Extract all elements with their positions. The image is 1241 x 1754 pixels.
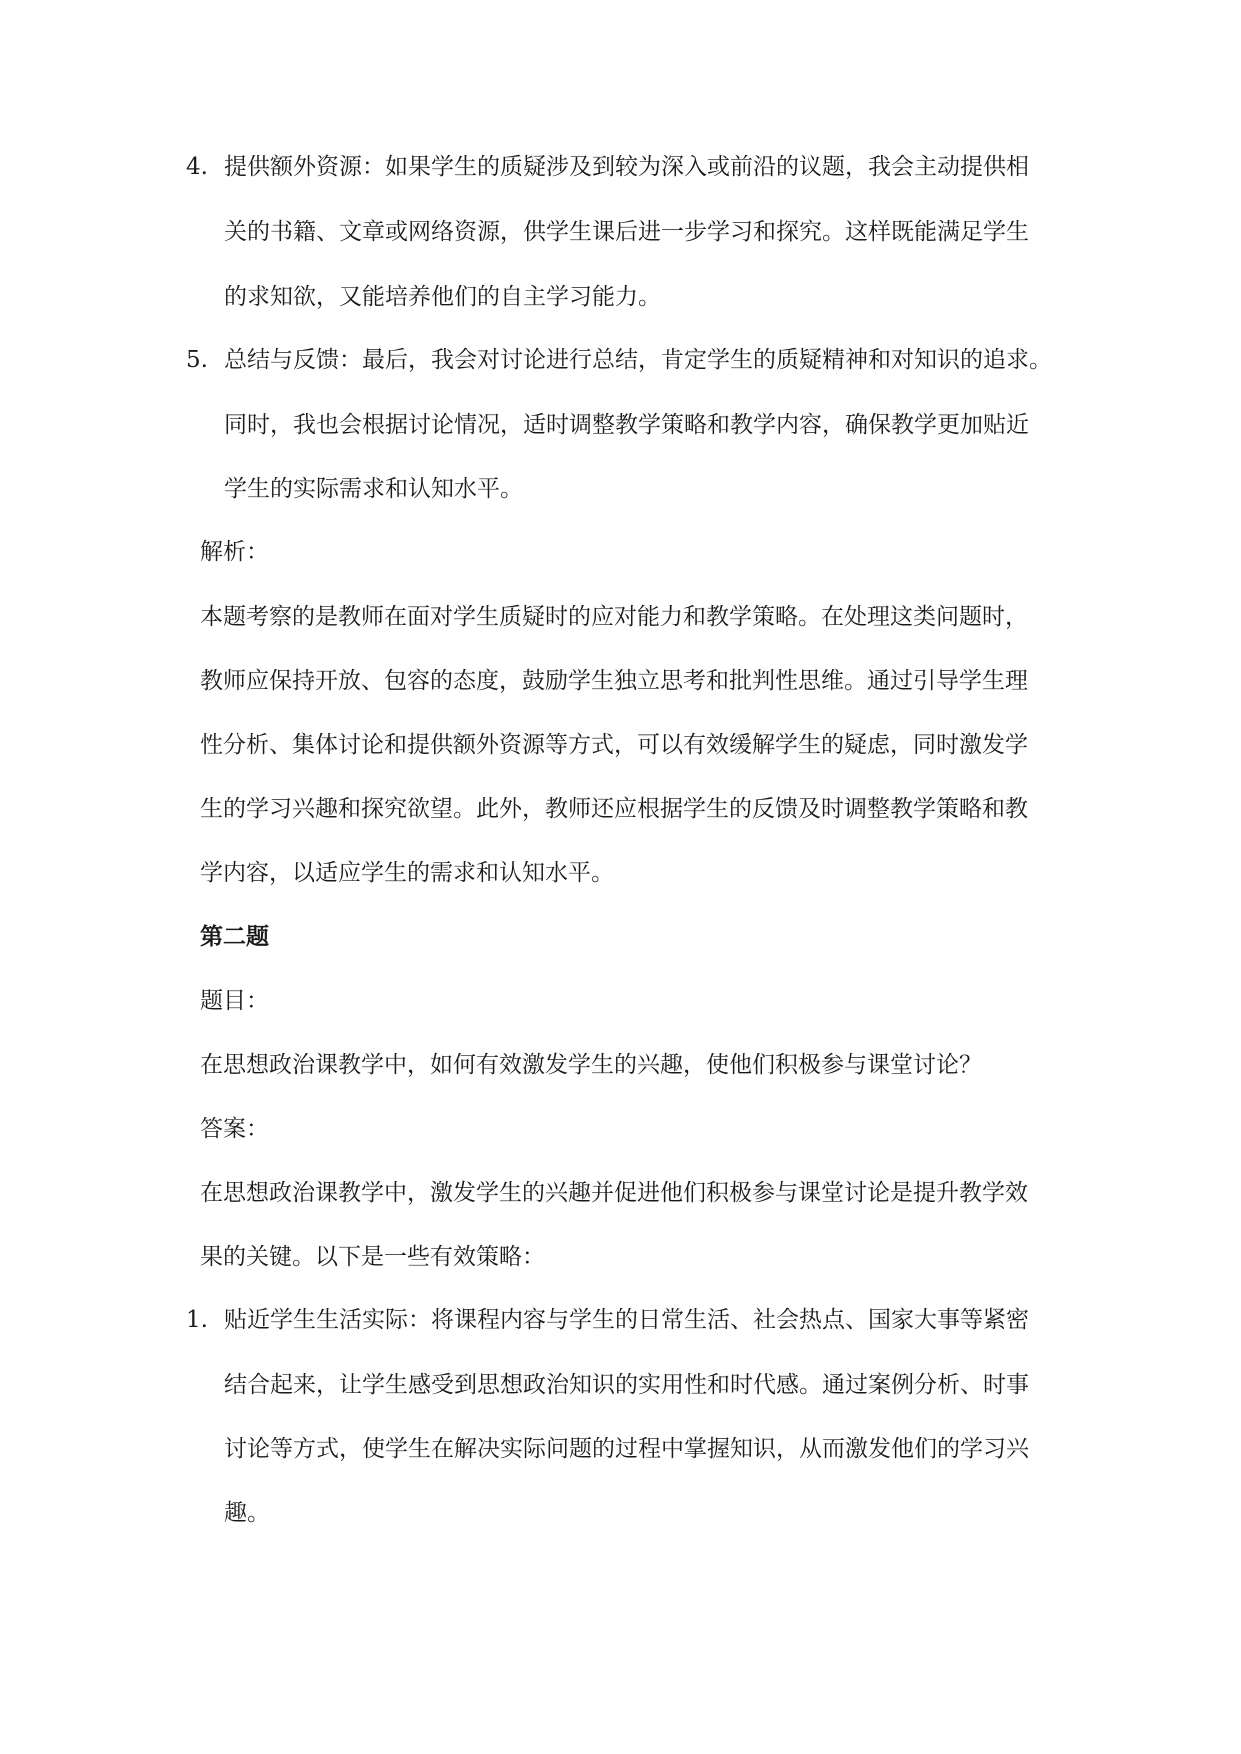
list-number-5: 5. — [186, 347, 208, 373]
item5-line-3: 学生的实际需求和认知水平。 — [224, 476, 523, 502]
answer-label: 答案： — [200, 1116, 269, 1142]
item4-line-2: 关的书籍、文章或网络资源，供学生课后进一步学习和探究。这样既能满足学生 — [224, 219, 1029, 245]
answer-line-2: 果的关键。以下是一些有效策略： — [200, 1244, 545, 1270]
analysis-label: 解析： — [200, 539, 269, 565]
item4-line-3: 的求知欲，又能培养他们的自主学习能力。 — [224, 284, 661, 310]
answer-line-1: 在思想政治课教学中，激发学生的兴趣并促进他们积极参与课堂讨论是提升教学效 — [200, 1180, 1028, 1206]
analysis-line-1: 本题考察的是教师在面对学生质疑时的应对能力和教学策略。在处理这类问题时， — [200, 604, 1028, 630]
item1-line-1: 贴近学生生活实际：将课程内容与学生的日常生活、社会热点、国家大事等紧密 — [224, 1307, 1029, 1333]
question-label: 题目： — [200, 988, 269, 1014]
item1-line-4: 趣。 — [224, 1500, 270, 1526]
item1-line-3: 讨论等方式，使学生在解决实际问题的过程中掌握知识，从而激发他们的学习兴 — [224, 1436, 1029, 1462]
analysis-line-2: 教师应保持开放、包容的态度，鼓励学生独立思考和批判性思维。通过引导学生理 — [200, 668, 1028, 694]
question-text: 在思想政治课教学中，如何有效激发学生的兴趣，使他们积极参与课堂讨论？ — [200, 1052, 982, 1078]
list-number-1: 1. — [186, 1307, 208, 1333]
section-title: 第二题 — [200, 923, 269, 950]
item5-line-2: 同时，我也会根据讨论情况，适时调整教学策略和教学内容，确保教学更加贴近 — [224, 412, 1029, 438]
analysis-line-3: 性分析、集体讨论和提供额外资源等方式，可以有效缓解学生的疑虑，同时激发学 — [200, 732, 1028, 758]
analysis-line-4: 生的学习兴趣和探究欲望。此外，教师还应根据学生的反馈及时调整教学策略和教 — [200, 796, 1028, 822]
item1-line-2: 结合起来，让学生感受到思想政治知识的实用性和时代感。通过案例分析、时事 — [224, 1372, 1029, 1398]
item5-line-1: 总结与反馈：最后，我会对讨论进行总结，肯定学生的质疑精神和对知识的追求。 — [224, 347, 1052, 373]
list-number-4: 4. — [186, 154, 208, 180]
item4-line-1: 提供额外资源：如果学生的质疑涉及到较为深入或前沿的议题，我会主动提供相 — [224, 154, 1029, 180]
analysis-line-5: 学内容，以适应学生的需求和认知水平。 — [200, 860, 614, 886]
